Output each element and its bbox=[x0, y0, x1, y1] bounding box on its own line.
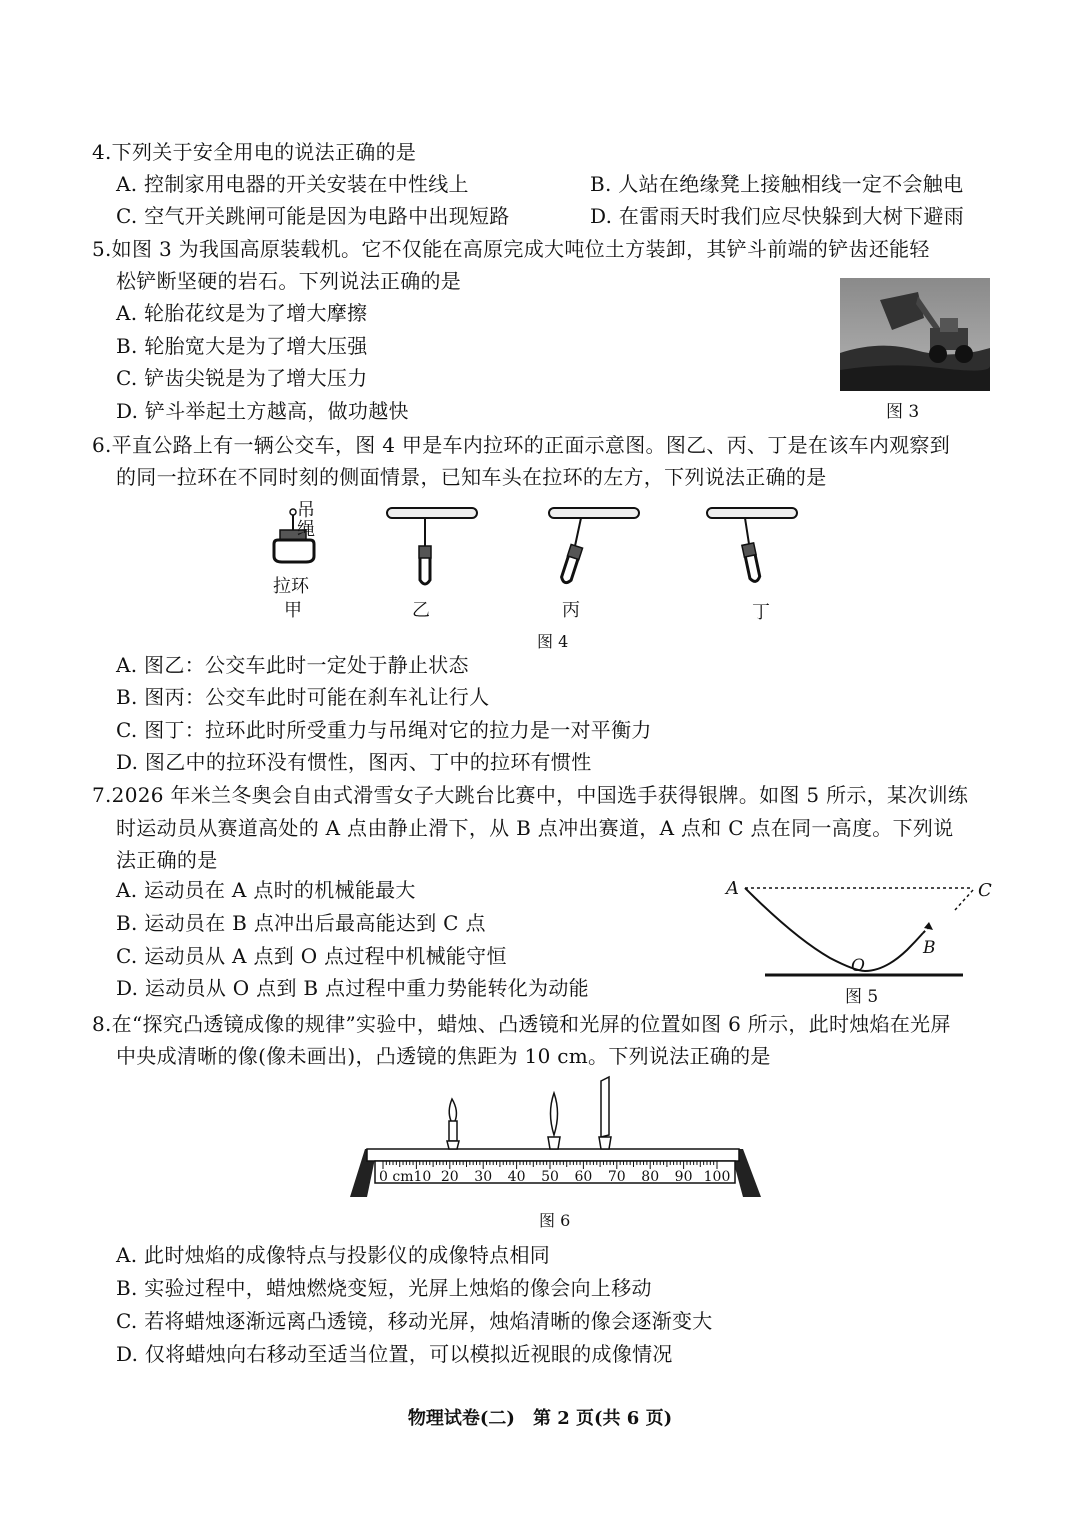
q4-stem: 4.下列关于安全用电的说法正确的是 bbox=[92, 140, 417, 164]
q8-option-c: C. 若将蜡烛逐渐远离凸透镜，移动光屏，烛焰清晰的像会逐渐变大 bbox=[116, 1309, 713, 1333]
q8-option-a: A. 此时烛焰的成像特点与投影仪的成像特点相同 bbox=[116, 1243, 551, 1267]
scale-label: 90 bbox=[674, 1169, 693, 1185]
label-point-o: O bbox=[851, 956, 865, 976]
q7-option-a: A. 运动员在 A 点时的机械能最大 bbox=[116, 878, 416, 902]
q7-stem-line1: 7.2026 年米兰冬奥会自由式滑雪女子大跳台比赛中，中国选手获得银牌。如图 5 所示，某次训练 bbox=[92, 783, 969, 807]
scale-label: 50 bbox=[541, 1169, 559, 1185]
scale-label: 40 bbox=[507, 1169, 526, 1185]
label-yi: 乙 bbox=[412, 600, 430, 621]
q5-option-b: B. 轮胎宽大是为了增大压强 bbox=[116, 334, 368, 358]
q8-option-d: D. 仅将蜡烛向右移动至适当位置，可以模拟近视眼的成像情况 bbox=[116, 1342, 673, 1366]
q8-option-b: B. 实验过程中，蜡烛燃烧变短，光屏上烛焰的像会向上移动 bbox=[116, 1276, 652, 1300]
q7-option-b: B. 运动员在 B 点冲出后最高能达到 C 点 bbox=[116, 911, 486, 935]
q4-option-d: D. 在雷雨天时我们应尽快躲到大树下避雨 bbox=[590, 204, 965, 228]
q6-option-b: B. 图丙：公交车此时可能在刹车礼让行人 bbox=[116, 685, 490, 709]
scale-label: 60 bbox=[574, 1169, 593, 1185]
scale-label: 30 bbox=[474, 1169, 493, 1185]
figure4-ring-bing bbox=[547, 508, 642, 588]
figure3-caption: 图 3 bbox=[886, 402, 920, 422]
q4-option-a: A. 控制家用电器的开关安装在中性线上 bbox=[116, 172, 469, 196]
scale-label: 20 bbox=[440, 1169, 459, 1185]
scale-label: 70 bbox=[607, 1169, 626, 1185]
q5-option-d: D. 铲斗举起土方越高，做功越快 bbox=[116, 399, 409, 423]
q7-stem-line3: 法正确的是 bbox=[116, 848, 218, 872]
scale-label: 100 bbox=[703, 1169, 731, 1185]
q8-stem-line1: 8.在“探究凸透镜成像的规律”实验中，蜡烛、凸透镜和光屏的位置如图 6 所示，此时烛焰在光屏 bbox=[92, 1012, 951, 1036]
q6-stem-line2: 的同一拉环在不同时刻的侧面情景，已知车头在拉环的左方，下列说法正确的是 bbox=[116, 465, 827, 489]
q7-stem-line2: 时运动员从赛道高处的 A 点由静止滑下，从 B 点冲出赛道，A 点和 C 点在同一高度。下列说 bbox=[116, 816, 954, 840]
figure4-ring-ding bbox=[705, 508, 800, 588]
label-rope-2: 绳 bbox=[297, 519, 315, 540]
q6-option-a: A. 图乙：公交车此时一定处于静止状态 bbox=[116, 653, 469, 677]
label-point-c: C bbox=[978, 880, 992, 901]
figure4-caption: 图 4 bbox=[537, 632, 569, 651]
figure3-loader-photo bbox=[840, 278, 990, 391]
figure6-caption: 图 6 bbox=[539, 1211, 571, 1230]
label-ding: 丁 bbox=[752, 602, 770, 623]
label-point-a: A bbox=[726, 878, 739, 899]
label-bing: 丙 bbox=[562, 600, 580, 621]
q7-option-c: C. 运动员从 A 点到 O 点过程中机械能守恒 bbox=[116, 944, 507, 968]
figure4-ring-jia bbox=[266, 500, 326, 570]
q5-stem-line1: 5.如图 3 为我国高原装载机。它不仅能在高原完成大吨位土方装卸，其铲斗前端的铲齿还能轻 bbox=[92, 237, 930, 261]
label-ring: 拉环 bbox=[273, 576, 309, 597]
q4-option-b: B. 人站在绝缘凳上接触相线一定不会触电 bbox=[590, 172, 964, 196]
q5-option-a: A. 轮胎花纹是为了增大摩擦 bbox=[116, 301, 368, 325]
label-rope-1: 吊 bbox=[297, 500, 315, 521]
q6-option-d: D. 图乙中的拉环没有惯性，图丙、丁中的拉环有惯性 bbox=[116, 750, 592, 774]
scale-label: 80 bbox=[641, 1169, 660, 1185]
scale-label: 0 cm10 bbox=[379, 1169, 432, 1185]
q5-stem-line2: 松铲断坚硬的岩石。下列说法正确的是 bbox=[116, 269, 462, 293]
q7-option-d: D. 运动员从 O 点到 B 点过程中重力势能转化为动能 bbox=[116, 976, 589, 1000]
figure5-caption: 图 5 bbox=[845, 987, 879, 1007]
q6-stem-line1: 6.平直公路上有一辆公交车，图 4 甲是车内拉环的正面示意图。图乙、丙、丁是在该车内观察到 bbox=[92, 433, 951, 457]
q8-stem-line2: 中央成清晰的像(像未画出)，凸透镜的焦距为 10 cm。下列说法正确的是 bbox=[116, 1044, 771, 1068]
figure4-ring-yi bbox=[385, 508, 480, 588]
label-point-b: B bbox=[923, 938, 936, 958]
q5-option-c: C. 铲齿尖锐是为了增大压力 bbox=[116, 366, 368, 390]
page-footer: 物理试卷(二) 第 2 页(共 6 页) bbox=[407, 1408, 673, 1429]
q6-option-c: C. 图丁：拉环此时所受重力与吊绳对它的拉力是一对平衡力 bbox=[116, 718, 652, 742]
label-jia: 甲 bbox=[284, 600, 302, 621]
q4-option-c: C. 空气开关跳闸可能是因为电路中出现短路 bbox=[116, 204, 510, 228]
